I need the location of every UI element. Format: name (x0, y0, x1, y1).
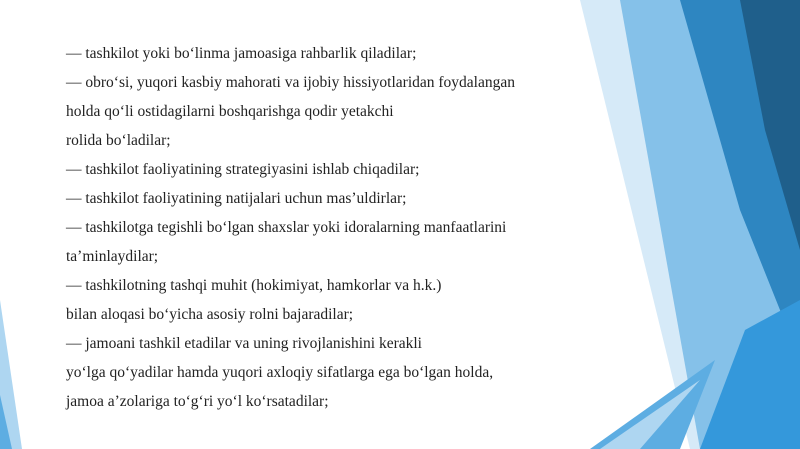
text-line: ta’minlaydilar; (66, 248, 159, 265)
text-line: — tashkilot yoki bo‘linma jamoasiga rahbarlik qiladilar; (66, 45, 417, 62)
text-line: — tashkilotning tashqi muhit (hokimiyat, hamkorlar va h.k.) (66, 277, 442, 294)
text-line: jamoa a’zolariga to‘g‘ri yo‘l ko‘rsatadilar; (66, 393, 329, 410)
text-line: — tashkilot faoliyatining strategiyasini ishlab chiqadilar; (66, 161, 420, 178)
text-line: — tashkilot faoliyatining natijalari uchun mas’uldirlar; (66, 190, 407, 207)
text-line: rolida bo‘ladilar; (66, 132, 171, 149)
text-line: — tashkilotga tegishli bo‘lgan shaxslar yoki idoralarning manfaatlarini (66, 219, 507, 236)
text-line: — obro‘si, yuqori kasbiy mahorati va ijobiy hissiyotlaridan foydalangan (66, 74, 515, 91)
bullet-text-block (66, 39, 596, 416)
text-line: holda qo‘li ostidagilarni boshqarishga qodir yetakchi (66, 103, 394, 120)
text-line: — jamoani tashkil etadilar va uning rivojlanishini kerakli (66, 335, 422, 352)
text-line: yo‘lga qo‘yadilar hamda yuqori axloqiy sifatlarga ega bo‘lgan holda, (66, 364, 494, 381)
text-line: bilan aloqasi bo‘yicha asosiy rolni bajaradilar; (66, 306, 354, 323)
